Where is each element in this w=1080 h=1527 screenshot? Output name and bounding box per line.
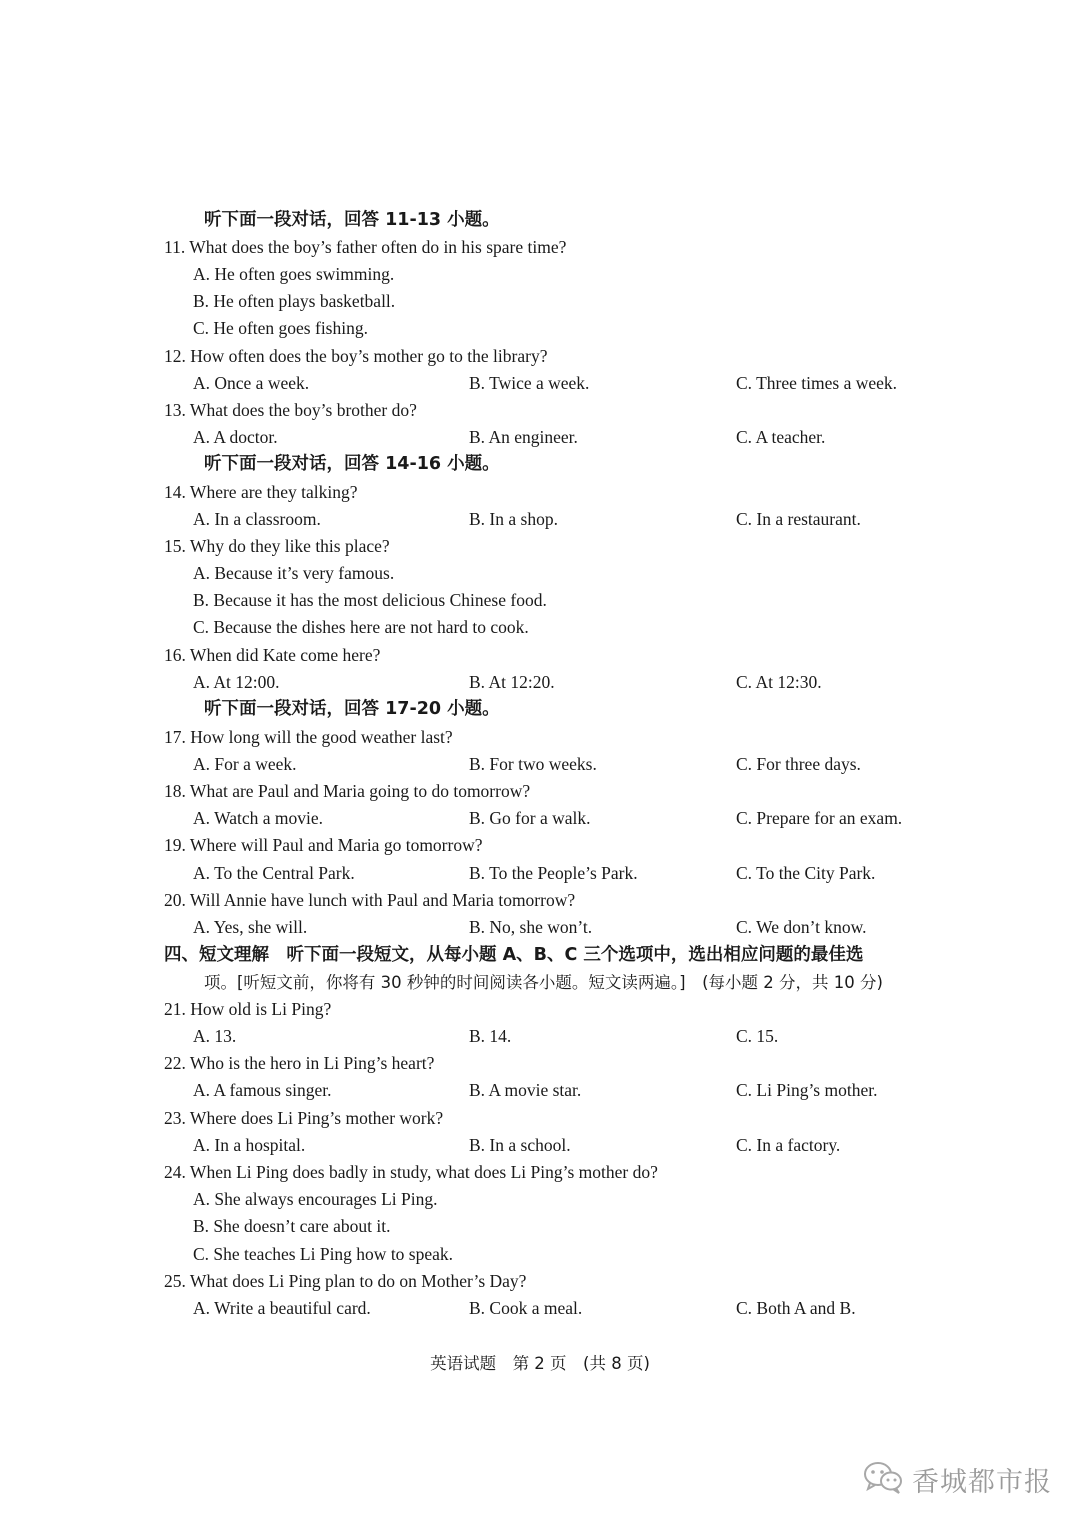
option-16-c: C. At 12:30.: [736, 672, 822, 692]
option-15-a: A. Because it’s very famous.: [193, 563, 395, 583]
option-22-c: C. Li Ping’s mother.: [736, 1080, 878, 1100]
section-heading-14-16: 听下面一段对话，回答 14-16 小题。: [204, 454, 500, 474]
section-heading-17-20: 听下面一段对话，回答 17-20 小题。: [204, 699, 500, 719]
option-19-c: C. To the City Park.: [736, 863, 876, 883]
option-24-c: C. She teaches Li Ping how to speak.: [193, 1244, 454, 1264]
question-23: 23. Where does Li Ping’s mother work?: [164, 1108, 444, 1128]
option-12-c: C. Three times a week.: [736, 373, 898, 393]
option-16-b: B. At 12:20.: [469, 672, 555, 692]
option-11-a: A. He often goes swimming.: [193, 264, 395, 284]
option-21-c: C. 15.: [736, 1026, 779, 1046]
option-19-a: A. To the Central Park.: [193, 863, 355, 883]
option-20-b: B. No, she won’t.: [469, 917, 593, 937]
option-13-a: A. A doctor.: [193, 427, 278, 447]
option-19-b: B. To the People’s Park.: [469, 863, 638, 883]
question-11: 11. What does the boy’s father often do in his spare time?: [164, 237, 567, 257]
page-footer: 英语试题 第 2 页 (共 8 页): [430, 1354, 650, 1373]
wechat-icon: [862, 1459, 904, 1500]
question-21: 21. How old is Li Ping?: [164, 999, 332, 1019]
option-22-b: B. A movie star.: [469, 1080, 582, 1100]
question-22: 22. Who is the hero in Li Ping’s heart?: [164, 1053, 435, 1073]
option-17-a: A. For a week.: [193, 754, 297, 774]
option-12-b: B. Twice a week.: [469, 373, 590, 393]
section-4-note: 项。[听短文前，你将有 30 秒钟的时间阅读各小题。短文读两遍。] (每小题 2 分，共 10 分): [204, 973, 883, 992]
question-14: 14. Where are they talking?: [164, 482, 358, 502]
option-23-b: B. In a school.: [469, 1135, 571, 1155]
section-4-title: 四、短文理解 听下面一段短文，从每小题 A、B、C 三个选项中，选出相应问题的最佳选: [164, 945, 864, 965]
question-15: 15. Why do they like this place?: [164, 536, 390, 556]
option-20-c: C. We don’t know.: [736, 917, 867, 937]
option-23-c: C. In a factory.: [736, 1135, 841, 1155]
watermark: [862, 1457, 1052, 1501]
option-11-b: B. He often plays basketball.: [193, 291, 396, 311]
question-16: 16. When did Kate come here?: [164, 645, 381, 665]
option-25-a: A. Write a beautiful card.: [193, 1298, 371, 1318]
option-23-a: A. In a hospital.: [193, 1135, 306, 1155]
option-20-a: A. Yes, she will.: [193, 917, 308, 937]
option-13-c: C. A teacher.: [736, 427, 826, 447]
question-13: 13. What does the boy’s brother do?: [164, 400, 417, 420]
option-14-c: C. In a restaurant.: [736, 509, 861, 529]
option-18-c: C. Prepare for an exam.: [736, 808, 903, 828]
option-15-c: C. Because the dishes here are not hard to cook.: [193, 617, 529, 637]
question-12: 12. How often does the boy’s mother go to the library?: [164, 346, 548, 366]
option-25-b: B. Cook a meal.: [469, 1298, 583, 1318]
question-20: 20. Will Annie have lunch with Paul and Maria tomorrow?: [164, 890, 576, 910]
question-19: 19. Where will Paul and Maria go tomorrow?: [164, 835, 483, 855]
option-14-b: B. In a shop.: [469, 509, 558, 529]
option-12-a: A. Once a week.: [193, 373, 310, 393]
option-18-b: B. Go for a walk.: [469, 808, 591, 828]
option-24-b: B. She doesn’t care about it.: [193, 1216, 391, 1236]
option-13-b: B. An engineer.: [469, 427, 578, 447]
question-18: 18. What are Paul and Maria going to do tomorrow?: [164, 781, 531, 801]
option-21-b: B. 14.: [469, 1026, 512, 1046]
section-heading-11-13: 听下面一段对话，回答 11-13 小题。: [204, 210, 500, 230]
option-18-a: A. Watch a movie.: [193, 808, 323, 828]
watermark-text: 香城都市报: [912, 1466, 1052, 1498]
question-24: 24. When Li Ping does badly in study, what does Li Ping’s mother do?: [164, 1162, 658, 1182]
option-21-a: A. 13.: [193, 1026, 237, 1046]
option-17-c: C. For three days.: [736, 754, 861, 774]
option-14-a: A. In a classroom.: [193, 509, 321, 529]
option-15-b: B. Because it has the most delicious Chinese food.: [193, 590, 547, 610]
option-17-b: B. For two weeks.: [469, 754, 597, 774]
option-16-a: A. At 12:00.: [193, 672, 280, 692]
option-11-c: C. He often goes fishing.: [193, 318, 368, 338]
question-25: 25. What does Li Ping plan to do on Mother’s Day?: [164, 1271, 527, 1291]
option-25-c: C. Both A and B.: [736, 1298, 856, 1318]
option-24-a: A. She always encourages Li Ping.: [193, 1189, 438, 1209]
question-17: 17. How long will the good weather last?: [164, 727, 453, 747]
option-22-a: A. A famous singer.: [193, 1080, 332, 1100]
